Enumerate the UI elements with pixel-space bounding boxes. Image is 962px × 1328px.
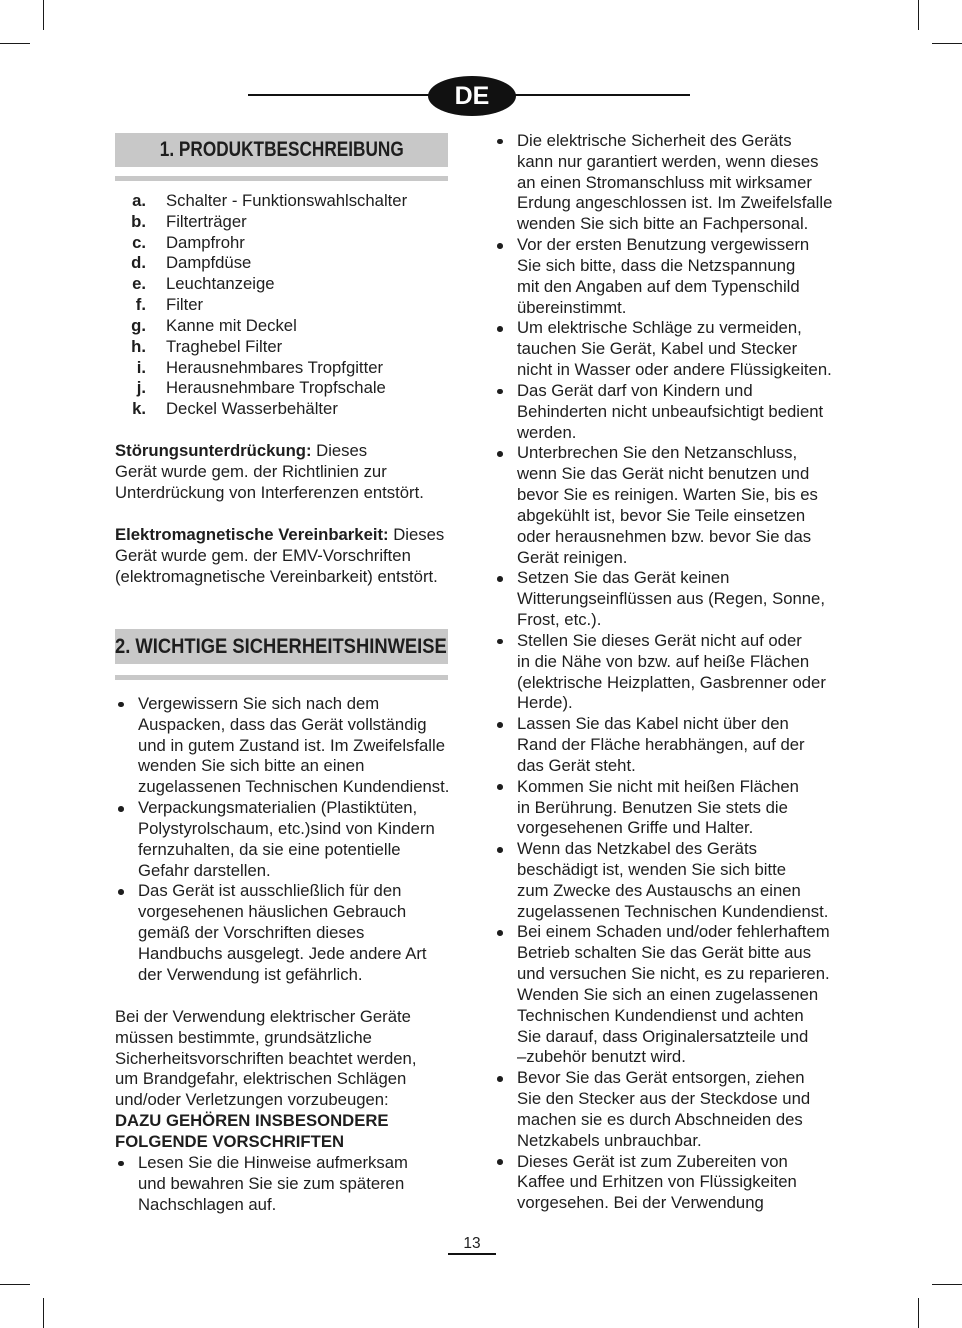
crop-mark <box>0 1284 30 1285</box>
part-key: i. <box>136 357 146 377</box>
part-label: Herausnehmbares Tropfgitter <box>166 357 384 377</box>
bullet-icon <box>497 1159 503 1165</box>
bullet-icon <box>497 1076 503 1082</box>
text-line: und bewahren Sie sie zum späteren <box>138 1173 405 1193</box>
text-line: Gerät wurde gem. der EMV-Vorschriften <box>115 545 411 565</box>
text-line: Stellen Sie dieses Gerät nicht auf oder <box>517 630 802 650</box>
bullet-item <box>494 1068 832 1151</box>
part-key: b. <box>131 211 146 231</box>
text-line: Bevor Sie das Gerät entsorgen, ziehen <box>517 1068 805 1088</box>
bullet-item <box>115 694 449 798</box>
bullet-item <box>115 798 449 881</box>
part-key: e. <box>132 274 146 294</box>
text-line: Lesen Sie die Hinweise aufmerksam <box>138 1153 408 1172</box>
text-line: das Gerät steht. <box>517 755 636 775</box>
crop-mark <box>918 0 919 30</box>
bullet-item <box>494 777 832 839</box>
language-badge: DE <box>428 76 516 116</box>
text-line: wenn Sie das Gerät nicht benutzen und <box>517 464 810 484</box>
text-line: wenden Sie sich bitte an einen <box>138 756 365 776</box>
text-line: bevor Sie es reinigen. Warten Sie, bis es <box>517 485 818 505</box>
bullet-item <box>494 381 832 443</box>
text-line: Kommen Sie nicht mit heißen Flächen <box>517 776 799 796</box>
text-line: Frost, etc.). <box>517 610 602 630</box>
interference-label: Störungsunterdrückung: <box>115 441 312 460</box>
text-line: Kaffee und Erhitzen von Flüssigkeiten <box>517 1172 797 1192</box>
text-line: Sicherheitsvorschriften beachtet werden, <box>115 1048 417 1068</box>
bullet-item <box>115 881 449 985</box>
text-line <box>115 525 444 546</box>
bullet-item <box>115 1153 408 1215</box>
part-item <box>115 191 407 212</box>
part-label: Filter <box>166 295 204 315</box>
text-line: Rand der Fläche herabhängen, auf der <box>517 735 805 755</box>
section-2-heading-band <box>115 629 448 664</box>
bullet-item <box>494 568 832 630</box>
safety-bullets-top <box>115 694 449 986</box>
bullet-icon <box>497 784 503 790</box>
emphasis-line: DAZU GEHÖREN INSBESONDERE <box>115 1111 389 1131</box>
text-line: oder herausnehmen bzw. bevor Sie das <box>517 526 812 546</box>
page-number-rule <box>448 1253 496 1255</box>
emphasis-line: FOLGENDE VORSCHRIFTEN <box>115 1131 344 1151</box>
section-2-title: 2. WICHTIGE SICHERHEITSHINWEISE <box>115 635 447 658</box>
safety-rules-left <box>115 1153 408 1215</box>
text-line: (elektrische Heizplatten, Gasbrenner oder <box>517 672 826 692</box>
bullet-icon <box>497 639 503 645</box>
part-item <box>115 212 407 233</box>
text-line: Herde). <box>517 693 573 713</box>
text-line: Verpackungsmaterialien (Plastiktüten, <box>138 798 418 818</box>
text-line: zum Zwecke des Austauschs an einen <box>517 880 801 900</box>
text-line: Betrieb schalten Sie das Gerät bitte aus <box>517 943 812 963</box>
bullet-icon <box>497 451 503 457</box>
crop-mark <box>932 43 962 44</box>
text-line: Gefahr darstellen. <box>138 860 271 880</box>
text-line: Setzen Sie das Gerät keinen <box>517 568 730 588</box>
text-line: Unterbrechen Sie den Netzanschluss, <box>517 443 798 463</box>
text-line <box>115 441 424 462</box>
part-label: Traghebel Filter <box>166 336 283 356</box>
text-line: und in gutem Zustand ist. Im Zweifelsfalle <box>138 735 445 755</box>
bullet-icon <box>497 576 503 582</box>
text-line: zugelassenen Technischen Kundendienst. <box>138 777 450 797</box>
crop-mark <box>43 0 44 30</box>
part-label: Dampfdüse <box>166 253 252 273</box>
text-line: Vergewissern Sie sich nach dem <box>138 694 380 713</box>
bullet-item <box>494 1152 832 1214</box>
text-line: nicht in Wasser oder andere Flüssigkeiten. <box>517 360 832 380</box>
part-item <box>115 316 407 337</box>
interference-note <box>115 441 424 503</box>
part-item <box>115 253 407 274</box>
text-line: um Brandgefahr, elektrischen Schlägen <box>115 1069 407 1089</box>
emc-label: Elektromagnetische Vereinbarkeit: <box>115 525 389 544</box>
bullet-item <box>494 839 832 922</box>
text-line: Unterdrückung von Interferenzen entstört. <box>115 482 424 502</box>
crop-mark <box>932 1284 962 1285</box>
section-1-heading-band <box>115 133 448 167</box>
text-line: Die elektrische Sicherheit des Geräts <box>517 131 792 150</box>
bullet-icon <box>497 847 503 853</box>
text-line: müssen bestimmte, grundsätzliche <box>115 1027 372 1047</box>
text-line: übereinstimmt. <box>517 297 627 317</box>
bullet-item <box>494 235 832 318</box>
text-line: Das Gerät ist ausschließlich für den <box>138 881 402 901</box>
text-line: in die Nähe von bzw. auf heiße Flächen <box>517 651 810 671</box>
bullet-icon <box>118 889 124 895</box>
safety-rules-right <box>494 131 832 1214</box>
text-line: mit den Angaben auf dem Typenschild <box>517 276 800 296</box>
text-line: Sie den Stecker aus der Steckdose und <box>517 1089 811 1109</box>
bullet-icon <box>497 139 503 145</box>
bullet-icon <box>118 1161 124 1167</box>
text-fragment: Dieses <box>393 525 445 544</box>
text-line: Behinderten nicht unbeaufsichtigt bedient <box>517 401 824 421</box>
part-label: Dampfrohr <box>166 232 245 252</box>
crop-mark <box>43 1298 44 1328</box>
text-line: Gerät reinigen. <box>517 547 628 567</box>
bullet-item <box>494 318 832 380</box>
text-line: vorgesehenen häuslichen Gebrauch <box>138 902 407 922</box>
part-key: d. <box>131 253 146 273</box>
text-line: Bei der Verwendung elektrischer Geräte <box>115 1007 411 1026</box>
text-line: werden. <box>517 422 577 442</box>
bullet-item <box>494 131 832 235</box>
text-line: Erdung angeschlossen ist. Im Zweifelsfalle <box>517 193 833 213</box>
section-1-rule <box>115 176 448 181</box>
part-key: g. <box>131 315 146 335</box>
text-line: zugelassenen Technischen Kundendienst. <box>517 901 829 921</box>
part-label: Kanne mit Deckel <box>166 315 297 335</box>
text-line: wenden Sie sich bitte an Fachpersonal. <box>517 214 809 234</box>
part-item <box>115 295 407 316</box>
text-line: abgekühlt ist, bevor Sie Teile einsetzen <box>517 505 806 525</box>
text-line: Handbuchs ausgelegt. Jede andere Art <box>138 943 427 963</box>
part-key: a. <box>132 191 146 210</box>
bullet-icon <box>497 243 503 249</box>
text-line: Netzkabels unbrauchbar. <box>517 1130 702 1150</box>
text-line: tauchen Sie Gerät, Kabel und Stecker <box>517 339 798 359</box>
text-line: Vor der ersten Benutzung vergewissern <box>517 235 810 255</box>
bullet-icon <box>497 389 503 395</box>
part-label: Filterträger <box>166 211 247 231</box>
crop-mark <box>0 43 30 44</box>
text-line: gemäß der Vorschriften dieses <box>138 923 365 943</box>
part-item <box>115 358 407 379</box>
part-key: f. <box>135 295 146 315</box>
text-line: Wenn das Netzkabel des Geräts <box>517 839 757 859</box>
text-line: Wenden Sie sich an einen zugelassenen <box>517 984 819 1004</box>
part-item <box>115 274 407 295</box>
text-line: Auspacken, dass das Gerät vollständig <box>138 714 427 734</box>
text-line: Um elektrische Schläge zu vermeiden, <box>517 318 802 338</box>
part-label: Herausnehmbare Tropfschale <box>166 378 386 398</box>
bullet-icon <box>497 722 503 728</box>
text-line: in Berührung. Benutzen Sie stets die <box>517 797 788 817</box>
crop-mark <box>918 1298 919 1328</box>
text-fragment: Dieses <box>316 441 368 460</box>
text-line: vorgesehen. Bei der Verwendung <box>517 1193 764 1213</box>
text-line: Lassen Sie das Kabel nicht über den <box>517 714 789 734</box>
text-line: fernzuhalten, da sie eine potentielle <box>138 839 401 859</box>
text-line: Polystyrolschaum, etc.)sind von Kindern <box>138 818 435 838</box>
part-item <box>115 399 407 420</box>
bullet-icon <box>497 930 503 936</box>
part-item <box>115 233 407 254</box>
text-line: (elektromagnetische Vereinbarkeit) entstört. <box>115 566 438 586</box>
text-line: und versuchen Sie nicht, es zu reparieren. <box>517 964 830 984</box>
text-line: Dieses Gerät ist zum Zubereiten von <box>517 1151 788 1171</box>
text-line: Sie darauf, dass Originalersatzteile und <box>517 1026 809 1046</box>
text-line: kann nur garantiert werden, wenn dieses <box>517 151 819 171</box>
text-line: Das Gerät darf von Kindern und <box>517 380 753 400</box>
text-line: Witterungseinflüssen aus (Regen, Sonne, <box>517 589 825 609</box>
text-line: Gerät wurde gem. der Richtlinien zur <box>115 461 387 481</box>
part-key: c. <box>132 232 146 252</box>
text-line: an einen Stromanschluss mit wirksamer <box>517 172 812 192</box>
text-line: der Verwendung ist gefährlich. <box>138 964 363 984</box>
safety-intro <box>115 1007 416 1153</box>
part-item <box>115 337 407 358</box>
page-number: 13 <box>463 1235 481 1252</box>
bullet-item <box>494 631 832 714</box>
bullet-item <box>494 714 832 776</box>
emc-note <box>115 525 444 587</box>
text-line: Bei einem Schaden und/oder fehlerhaftem <box>517 922 830 942</box>
text-line: und/oder Verletzungen vorzubeugen: <box>115 1090 389 1110</box>
bullet-item <box>494 443 832 568</box>
section-2-rule <box>115 675 448 680</box>
part-item <box>115 378 407 399</box>
parts-list <box>115 191 407 420</box>
text-line: machen sie es durch Abschneiden des <box>517 1109 803 1129</box>
bullet-icon <box>118 702 124 708</box>
part-key: j. <box>136 378 146 398</box>
text-line: Technischen Kundendienst und achten <box>517 1005 804 1025</box>
part-key: k. <box>132 399 146 419</box>
part-label: Schalter - Funktionswahlschalter <box>166 191 408 210</box>
text-line: –zubehör benutzt wird. <box>517 1047 686 1067</box>
text-line: Sie sich bitte, dass die Netzspannung <box>517 255 796 275</box>
bullet-icon <box>118 806 124 812</box>
section-1-title: 1. PRODUKTBESCHREIBUNG <box>159 138 404 161</box>
bullet-item <box>494 922 832 1068</box>
text-line: vorgesehenen Griffe und Halter. <box>517 818 754 838</box>
part-key: h. <box>131 336 146 356</box>
text-line: Nachschlagen auf. <box>138 1194 277 1214</box>
part-label: Leuchtanzeige <box>166 274 275 294</box>
text-line: beschädigt ist, wenden Sie sich bitte <box>517 859 787 879</box>
bullet-icon <box>497 326 503 332</box>
part-label: Deckel Wasserbehälter <box>166 399 338 419</box>
